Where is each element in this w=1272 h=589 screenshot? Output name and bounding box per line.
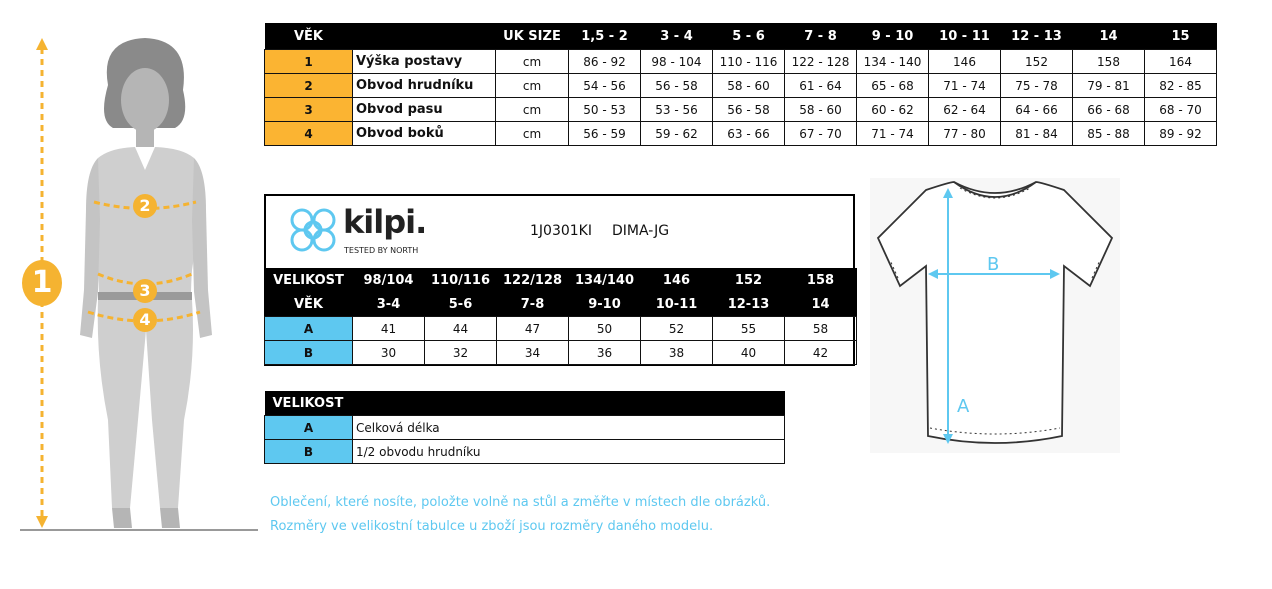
measure-value: 134 - 140 (857, 50, 929, 74)
measure-value: 62 - 64 (929, 98, 1001, 122)
product-measure-value: 34 (497, 341, 569, 365)
measure-number: 1 (265, 50, 353, 74)
product-age-cell: 9-10 (569, 292, 641, 317)
size-chart-header-cell: 15 (1145, 23, 1217, 50)
product-age-cell: 14 (785, 292, 857, 317)
measure-value: 158 (1073, 50, 1145, 74)
measure-value: 82 - 85 (1145, 74, 1217, 98)
measure-number: 3 (265, 98, 353, 122)
product-measure-value: 32 (425, 341, 497, 365)
product-size-cell: 146 (641, 268, 713, 292)
note-line-2: Rozměry ve velikostní tabulce u zboží jsou rozměry daného modelu. (270, 519, 714, 534)
size-chart-header-cell: VĚK (265, 23, 353, 50)
measurement-legend-table (264, 391, 785, 464)
measure-value: 71 - 74 (857, 122, 929, 146)
measure-label: Výška postavy (353, 50, 496, 74)
kilpi-logo-icon (286, 204, 342, 256)
measure-value: 110 - 116 (713, 50, 785, 74)
product-measure-value: 50 (569, 317, 641, 341)
product-size-cell: 152 (713, 268, 785, 292)
product-measure-value: 30 (353, 341, 425, 365)
tshirt-label-b: B (987, 254, 1000, 275)
measure-value: 64 - 66 (1001, 98, 1073, 122)
size-chart-header-cell: 7 - 8 (785, 23, 857, 50)
measure-label: Obvod pasu (353, 98, 496, 122)
tshirt-label-a: A (957, 396, 970, 417)
measure-value: 152 (1001, 50, 1073, 74)
measure-value: 71 - 74 (929, 74, 1001, 98)
measure-unit: cm (496, 122, 569, 146)
product-measure-key: B (265, 341, 353, 365)
product-measure-value: 47 (497, 317, 569, 341)
measure-value: 54 - 56 (569, 74, 641, 98)
product-measure-value: 52 (641, 317, 713, 341)
measure-value: 56 - 59 (569, 122, 641, 146)
note-line-1: Oblečení, které nosíte, položte volně na stůl a změřte v místech dle obrázků. (270, 495, 771, 510)
measure-value: 56 - 58 (641, 74, 713, 98)
legend-key: B (265, 440, 353, 464)
measure-value: 77 - 80 (929, 122, 1001, 146)
measure-number: 4 (265, 122, 353, 146)
measure-value: 67 - 70 (785, 122, 857, 146)
measure-value: 86 - 92 (569, 50, 641, 74)
measure-number: 2 (265, 74, 353, 98)
product-measure-value: 36 (569, 341, 641, 365)
product-age-row (265, 292, 857, 317)
size-chart-header-cell: 10 - 11 (929, 23, 1001, 50)
size-chart-header-cell: 3 - 4 (641, 23, 713, 50)
product-measure-row (265, 341, 857, 365)
measure-value: 63 - 66 (713, 122, 785, 146)
product-measure-table (264, 268, 857, 365)
marker-height: 1 (22, 260, 62, 306)
brand-tagline: TESTED BY NORTH (344, 246, 419, 255)
product-age-cell: 3-4 (353, 292, 425, 317)
measure-value: 85 - 88 (1073, 122, 1145, 146)
measure-value: 68 - 70 (1145, 98, 1217, 122)
measure-value: 81 - 84 (1001, 122, 1073, 146)
product-model: DIMA-JG (612, 223, 670, 239)
marker-hips: 4 (133, 308, 157, 332)
measure-value: 59 - 62 (641, 122, 713, 146)
measure-value: 61 - 64 (785, 74, 857, 98)
measure-value: 50 - 53 (569, 98, 641, 122)
size-chart-header-cell: UK SIZE (496, 23, 569, 50)
size-chart-header-cell: 14 (1073, 23, 1145, 50)
legend-description: 1/2 obvodu hrudníku (353, 440, 785, 464)
measure-value: 79 - 81 (1073, 74, 1145, 98)
product-size-cell: 158 (785, 268, 857, 292)
legend-row (265, 440, 785, 464)
product-age-cell: 5-6 (425, 292, 497, 317)
legend-header: VELIKOST (265, 391, 785, 416)
legend-key: A (265, 416, 353, 440)
product-measure-key: A (265, 317, 353, 341)
measure-value: 60 - 62 (857, 98, 929, 122)
product-size-cell: 134/140 (569, 268, 641, 292)
size-chart-row (265, 98, 1217, 122)
measure-label: Obvod boků (353, 122, 496, 146)
measure-value: 65 - 68 (857, 74, 929, 98)
size-chart-header (265, 23, 1217, 50)
product-measure-row (265, 317, 857, 341)
product-measure-value: 44 (425, 317, 497, 341)
measure-unit: cm (496, 74, 569, 98)
measure-value: 75 - 78 (1001, 74, 1073, 98)
product-age-cell: 12-13 (713, 292, 785, 317)
measure-value: 56 - 58 (713, 98, 785, 122)
legend-row (265, 416, 785, 440)
measure-value: 164 (1145, 50, 1217, 74)
size-chart-header-cell: 9 - 10 (857, 23, 929, 50)
product-age-cell: 10-11 (641, 292, 713, 317)
product-measure-value: 38 (641, 341, 713, 365)
product-measure-value: 58 (785, 317, 857, 341)
measure-value: 53 - 56 (641, 98, 713, 122)
size-chart-header-cell: 12 - 13 (1001, 23, 1073, 50)
product-size-cell: 110/116 (425, 268, 497, 292)
legend-description: Celková délka (353, 416, 785, 440)
size-chart-header-cell (353, 23, 496, 50)
measure-value: 66 - 68 (1073, 98, 1145, 122)
product-size-row (265, 268, 857, 292)
brand-logo-text: kilpi. (343, 203, 427, 241)
product-measure-value: 40 (713, 341, 785, 365)
measure-value: 122 - 128 (785, 50, 857, 74)
marker-chest: 2 (133, 194, 157, 218)
product-measure-value: 42 (785, 341, 857, 365)
product-size-cell: 122/128 (497, 268, 569, 292)
size-chart-row (265, 122, 1217, 146)
marker-waist: 3 (133, 279, 157, 303)
vek-label: VĚK (265, 292, 353, 317)
measure-value: 146 (929, 50, 1001, 74)
velikost-label: VELIKOST (265, 268, 353, 292)
measure-value: 58 - 60 (713, 74, 785, 98)
tshirt-illustration (870, 178, 1120, 453)
product-measure-value: 41 (353, 317, 425, 341)
product-age-cell: 7-8 (497, 292, 569, 317)
product-measure-value: 55 (713, 317, 785, 341)
measure-label: Obvod hrudníku (353, 74, 496, 98)
measure-unit: cm (496, 50, 569, 74)
measure-unit: cm (496, 98, 569, 122)
size-chart-table (264, 23, 1217, 146)
size-chart-header-cell: 1,5 - 2 (569, 23, 641, 50)
product-code: 1J0301KI (530, 223, 592, 239)
measure-value: 89 - 92 (1145, 122, 1217, 146)
measure-value: 58 - 60 (785, 98, 857, 122)
size-chart-row (265, 50, 1217, 74)
measure-value: 98 - 104 (641, 50, 713, 74)
size-chart-header-cell: 5 - 6 (713, 23, 785, 50)
size-chart-row (265, 74, 1217, 98)
product-size-cell: 98/104 (353, 268, 425, 292)
